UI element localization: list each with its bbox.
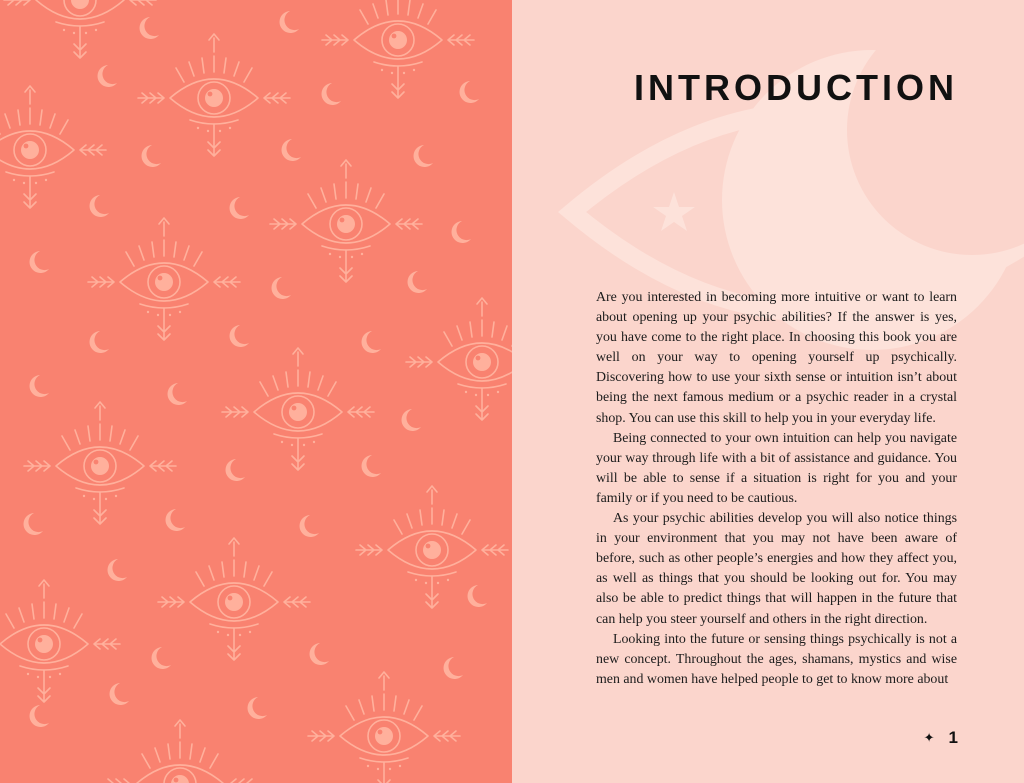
paragraph: As your psychic abilities develop you will also notice things in your environment that you may not have been aware of before, such as other people’s energies and how they affect you, as well as things that you should be looking out for. You may also be able to predict things that will happen in the future that can help you steer yourself and others in the right direction. [596, 511, 957, 627]
paragraph: Are you interested in becoming more intuitive or want to learn about opening up your psychic abilities? If the answer is yes, you have come to the right place. In choosing this book you are well on your way to opening yourself up psychically. Discovering how to use your sixth sense or intuition isn’t about being the next famous medium or a psychic reader in a crystal shop. You can use this skill to help you in your everyday life. [596, 290, 957, 426]
body-text [596, 288, 957, 690]
paragraph: Looking into the future or sensing things psychically is not a new concept. Throughout the ages, shamans, mystics and wise men and women have helped people to get to know more about [596, 631, 957, 687]
sparkle-icon: ✦ [923, 730, 935, 745]
page-number: 1 [948, 728, 958, 747]
right-page [512, 0, 1024, 783]
chapter-title: INTRODUCTION [634, 67, 958, 108]
page-folio [924, 728, 958, 748]
paragraph: Being connected to your own intuition can help you navigate your way through life with a bit of assistance and guidance. You will be able to sense if a situation is right for you and your family or if you need to be cautious. [596, 430, 957, 506]
